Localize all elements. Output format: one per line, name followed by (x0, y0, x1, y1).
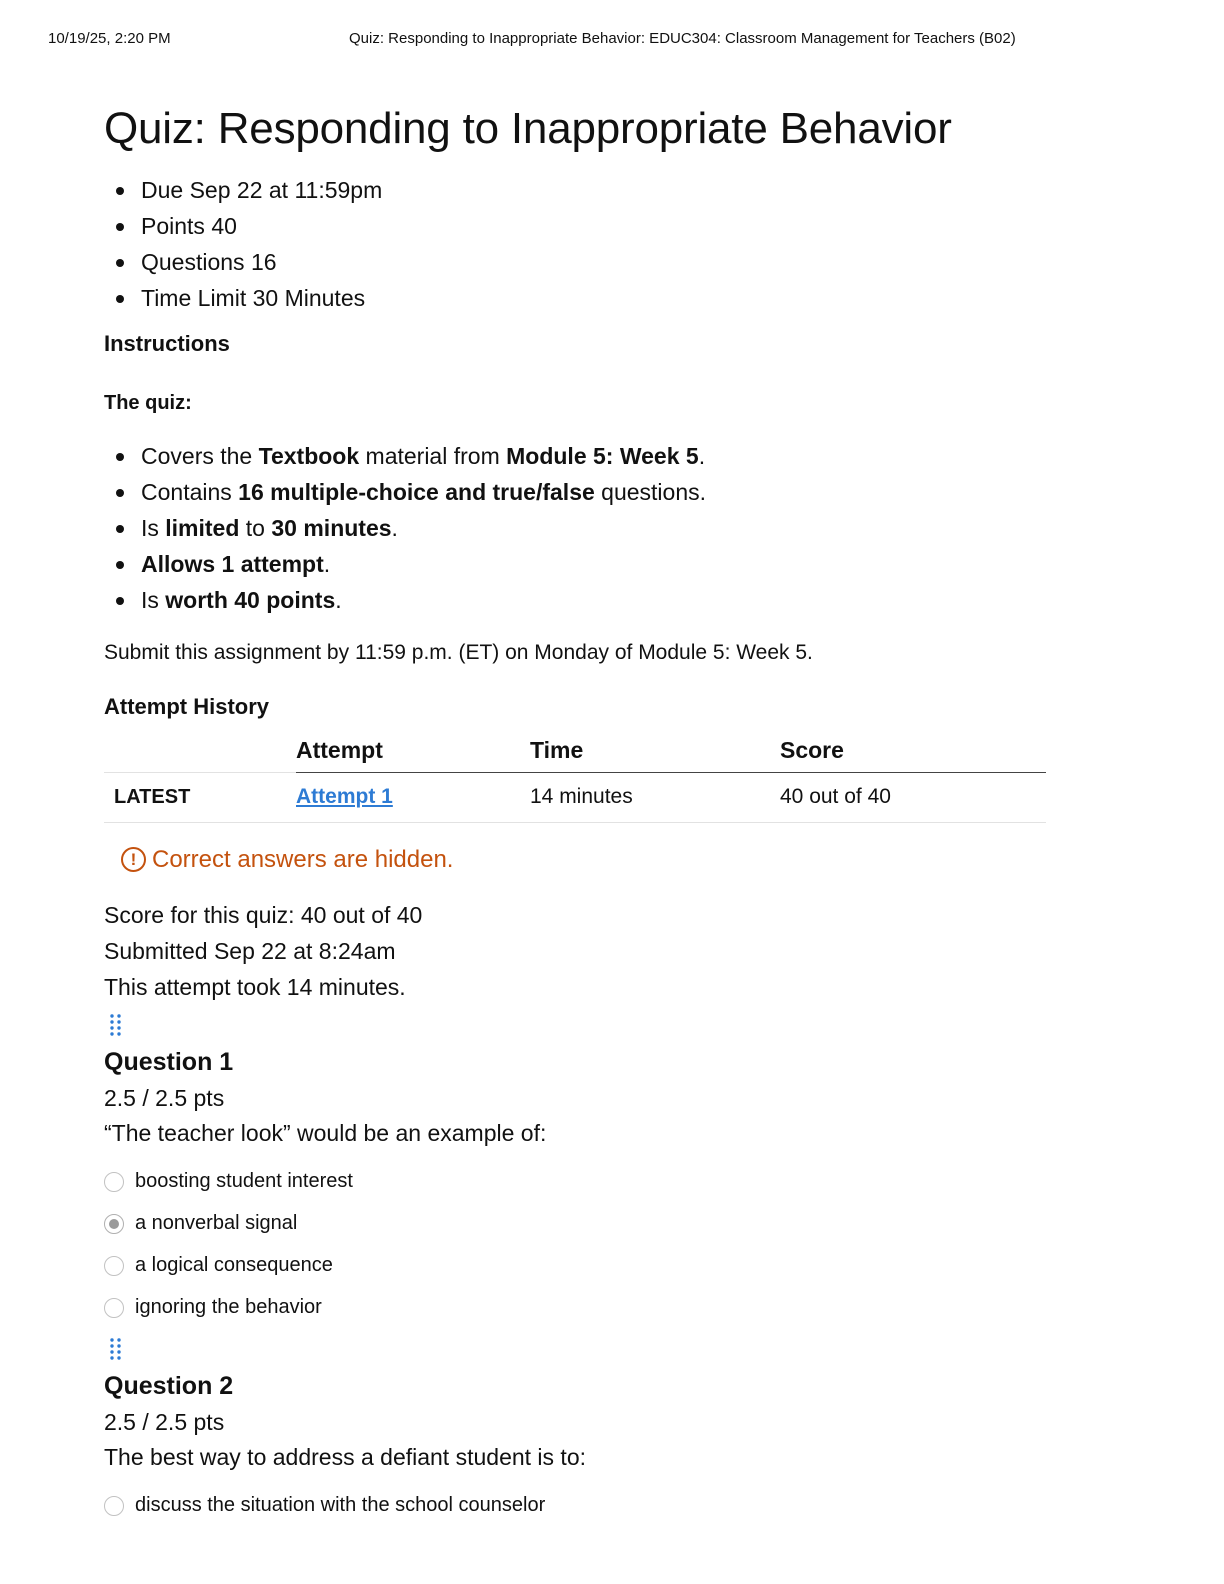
instruction-emphasis: worth 40 points (165, 587, 336, 613)
instruction-emphasis: 16 multiple-choice and true/false (238, 479, 595, 505)
notice-text: Correct answers are hidden. (152, 845, 454, 873)
drag-handle-icon[interactable] (108, 1013, 124, 1039)
column-header-attempt: Attempt (296, 730, 530, 772)
instruction-text: material from (359, 443, 507, 469)
radio-button[interactable] (104, 1256, 124, 1276)
page-title: Quiz: Responding to Inappropriate Behavior (104, 104, 952, 153)
answer-option (104, 1287, 1064, 1329)
instruction-text: . (698, 443, 706, 469)
question-points: 2.5 / 2.5 pts (104, 1084, 225, 1111)
question-points: 2.5 / 2.5 pts (104, 1408, 225, 1435)
instructions-subheading: The quiz: (104, 392, 192, 414)
answer-label: discuss the situation with the school counselor (135, 1494, 546, 1516)
question-text: The best way to address a defiant student is to: (104, 1443, 587, 1470)
table-row (104, 772, 1046, 822)
instructions-heading: Instructions (104, 331, 230, 356)
attempt-history-table (104, 730, 1046, 823)
instruction-text: to (239, 515, 272, 541)
answer-option (104, 1203, 1064, 1245)
instruction-text: . (323, 551, 331, 577)
instructions-list (104, 438, 1064, 618)
answer-option (104, 1161, 1064, 1203)
quiz-detail-points: Points 40 (104, 208, 1064, 244)
radio-button[interactable] (104, 1298, 124, 1318)
quiz-detail-due: Due Sep 22 at 11:59pm (104, 172, 1064, 208)
answer-option (104, 1485, 1064, 1527)
question-2 (104, 1337, 1064, 1527)
answer-label: ignoring the behavior (135, 1296, 322, 1318)
question-title: Question 1 (104, 1047, 234, 1076)
instruction-text: questions. (594, 479, 707, 505)
instruction-emphasis: Allows 1 attempt (141, 551, 324, 577)
column-header-blank (104, 730, 296, 772)
correct-answers-hidden-notice (121, 845, 1064, 875)
answer-options (104, 1161, 1064, 1329)
instruction-text: Contains (141, 479, 239, 505)
instruction-emphasis: limited (165, 515, 240, 541)
attempt-1-link[interactable]: Attempt 1 (296, 785, 393, 808)
instruction-text: Covers the (141, 443, 259, 469)
question-text: “The teacher look” would be an example of: (104, 1119, 547, 1146)
attempt-score: 40 out of 40 (780, 772, 1046, 822)
instruction-text: . (335, 587, 342, 613)
quiz-detail-questions: Questions 16 (104, 244, 1064, 280)
instruction-item (104, 582, 1064, 618)
print-page-title: Quiz: Responding to Inappropriate Behavior: EDUC304: Classroom Management for Teachers (B02) (349, 30, 1016, 47)
column-header-time: Time (530, 730, 780, 772)
radio-selected[interactable] (104, 1214, 124, 1234)
quiz-content (104, 100, 1064, 1527)
print-header (48, 30, 1176, 52)
instruction-text: Is (141, 587, 166, 613)
attempt-cell (296, 772, 530, 822)
instruction-emphasis: 30 minutes (271, 515, 392, 541)
instruction-emphasis: Textbook (258, 443, 360, 469)
drag-handle-icon[interactable] (108, 1337, 124, 1363)
quiz-detail-time-limit: Time Limit 30 Minutes (104, 280, 1064, 316)
answer-label: a logical consequence (135, 1254, 333, 1276)
exclamation-circle-icon: ! (121, 847, 146, 872)
submitted-date: Submitted Sep 22 at 8:24am (104, 937, 396, 964)
print-datetime: 10/19/25, 2:20 PM (48, 30, 171, 47)
attempt-time: 14 minutes (530, 772, 780, 822)
submit-note: Submit this assignment by 11:59 p.m. (ET) on Monday of Module 5: Week 5. (104, 641, 813, 664)
question-title: Question 2 (104, 1371, 234, 1400)
quiz-score: Score for this quiz: 40 out of 40 (104, 901, 423, 928)
instruction-item (104, 546, 1064, 582)
table-header-row (104, 730, 1046, 772)
instruction-item (104, 474, 1064, 510)
answer-label: a nonverbal signal (135, 1212, 298, 1234)
attempt-history-heading: Attempt History (104, 694, 270, 719)
instruction-text: . (391, 515, 398, 541)
answer-options (104, 1485, 1064, 1527)
instruction-item (104, 510, 1064, 546)
radio-button[interactable] (104, 1172, 124, 1192)
attempt-duration: This attempt took 14 minutes. (104, 973, 406, 1000)
question-1 (104, 1013, 1064, 1329)
quiz-details-list (104, 172, 1064, 316)
instruction-item (104, 438, 1064, 474)
instruction-text: Is (141, 515, 166, 541)
instruction-emphasis: Module 5: Week 5 (506, 443, 699, 469)
latest-label: LATEST (104, 772, 296, 822)
score-summary (104, 897, 1064, 1005)
radio-button[interactable] (104, 1496, 124, 1516)
answer-option (104, 1245, 1064, 1287)
questions-list (104, 1013, 1064, 1527)
answer-label: boosting student interest (135, 1170, 353, 1192)
column-header-score: Score (780, 730, 1046, 772)
